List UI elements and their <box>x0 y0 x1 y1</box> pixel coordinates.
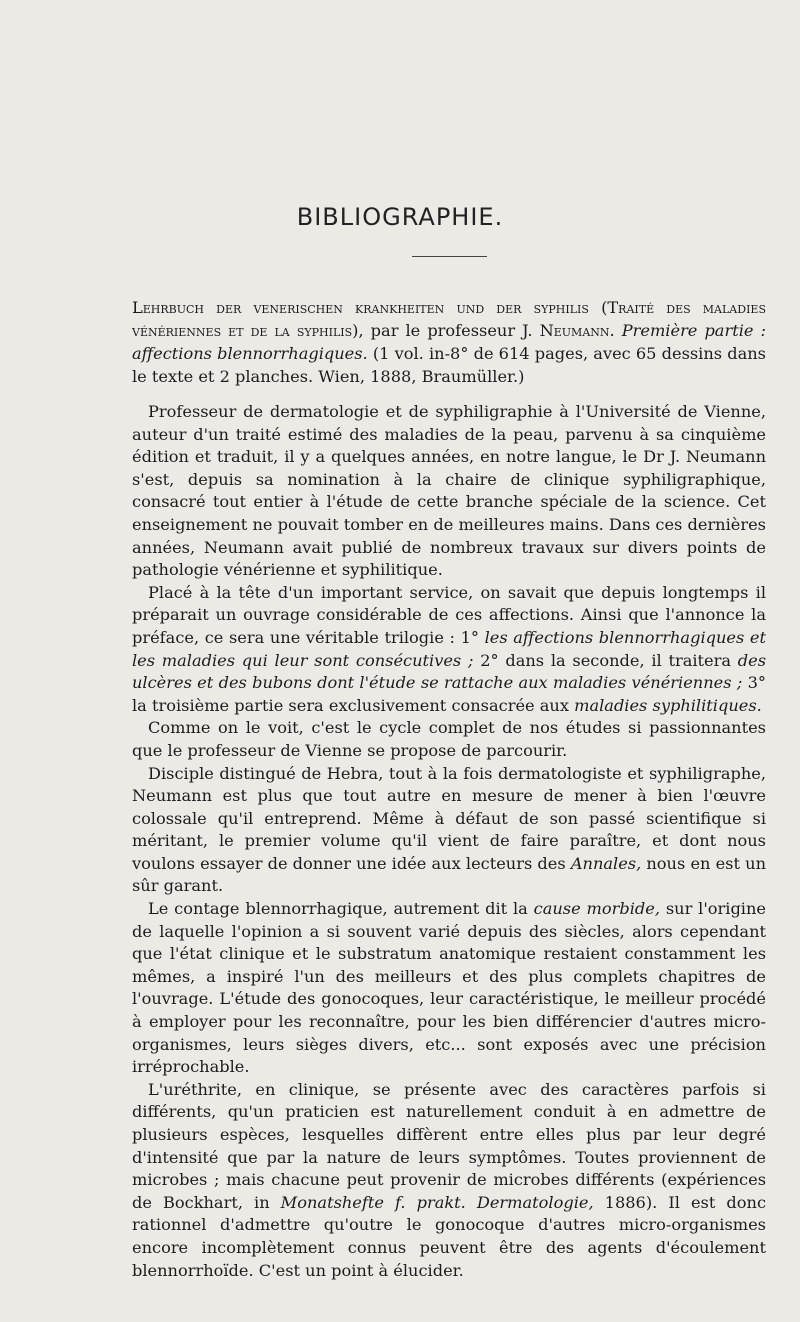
paragraph-4-italic-b: Annales, <box>570 853 642 873</box>
book-author: Neumann. <box>539 321 615 340</box>
paragraph-4-text-a: Disciple distingué de Hebra, tout à la fois dermatologiste et syphiligraphe, Neumann est plus que tout autre en mesure de mener à bien l'œuvre colossale qu'il entreprend. Même à défaut de son passé scientifique si méritant, le premier volume qu'il vient de faire paraître, et dont nous voulons essayer de donner une idée aux lecteurs des <box>132 763 766 873</box>
paragraph-2-text-c: 2° dans la seconde, il traitera <box>473 650 738 670</box>
review-body <box>132 401 766 1282</box>
paragraph-2-text-e: 3° la troisième partie sera exclusivement consacrée aux <box>132 673 766 715</box>
book-title: Lehrbuch der venerischen krankheiten und der syphilis <box>132 298 589 317</box>
paragraph-5-text-a: Le contage blennorrhagique, autrement dit la <box>148 899 534 919</box>
paragraph-5 <box>132 898 766 1079</box>
paragraph-1: Professeur de dermatologie et de syphiligraphie à l'Université de Vienne, auteur d'un traité estimé des maladies de la peau, parvenu à sa cinquième édition et traduit, il y a quelques années, en notre langue, le Dr J. Neumann s'est, depuis sa nomination à la chaire de clinique syphiligraphique, consacré tout entier à l'étude de cette branche spéciale de la science. Cet enseignement ne pouvait tomber en de meilleures mains. Dans ces dernières années, Neumann avait publié de nombreux travaux sur divers points de pathologie vénérienne et syphilitique. <box>132 402 766 580</box>
book-details: (1 vol. in-8° de 614 pages, avec 65 dessins dans le texte et 2 planches. Wien, 1888, Braumüller.) <box>132 344 766 386</box>
page-title: BIBLIOGRAPHIE. <box>296 203 504 231</box>
paragraph-6-text-c: 1886). Il est donc rationnel d'admettre qu'outre le gonocoque d'autres micro-organismes encore incomplètement connus peuvent être des agents d'écoulement blennorrhoïde. C'est un point à élucider. <box>132 1192 767 1280</box>
book-part: Première partie : affections blennorrhagiques. <box>132 321 766 363</box>
paragraph-2-italic-b: les affections blennorrhagiques et les maladies qui leur sont consécutives ; <box>132 627 766 670</box>
title-rule <box>412 256 487 257</box>
paragraph-2-text-a: Placé à la tête d'un important service, on savait que depuis longtemps il préparait un ouvrage considérable de ces affections. Ainsi que l'annonce la préface, ce sera une véritable trilogie : 1° <box>132 582 766 647</box>
paragraph-2-italic-d: des ulcères et des bubons dont l'étude se rattache aux maladies vénériennes ; <box>132 650 766 693</box>
paragraph-6 <box>132 1079 766 1282</box>
book-title-translation: (Traité des maladies vénériennes et de la syphilis) <box>132 298 766 340</box>
paragraph-4 <box>132 763 766 899</box>
paragraph-6-italic-b: Monatshefte f. prakt. Dermatologie, <box>280 1192 594 1212</box>
paragraph-2 <box>132 582 766 718</box>
paragraph-3: Comme on le voit, c'est le cycle complet de nos études si passionnantes que le professeur de Vienne se propose de parcourir. <box>132 718 766 760</box>
citation-by: , par le professeur J. <box>358 321 540 340</box>
paragraph-4-text-c: nous en est un sûr garant. <box>132 853 766 896</box>
paragraph-5-italic-b: cause morbide, <box>533 899 660 919</box>
book-citation <box>132 296 766 388</box>
paragraph-5-text-c: sur l'origine de laquelle l'opinion a si souvent varié depuis des siècles, alors cependant que l'état clinique et le substratum anatomique restaient constamment les mêmes, a inspiré l'un des meilleurs et des plus complets chapitres de l'ouvrage. L'étude des gonocoques, leur caractéristique, le meilleur procédé à employer pour les reconnaître, pour les bien différencier d'autres micro-organismes, leurs sièges divers, etc... sont exposés avec une précision irréprochable. <box>132 899 766 1077</box>
paragraph-2-italic-f: maladies syphilitiques. <box>574 695 762 715</box>
paragraph-6-text-a: L'uréthrite, en clinique, se présente avec des caractères parfois si différents, qu'un praticien est naturellement conduit à en admettre de plusieurs espèces, lesquelles diffèrent entre elles plus par leur degré d'intensité que par la nature de leurs symptômes. Toutes proviennent de microbes ; mais chacune peut provenir de microbes différents (expériences de Bockhart, in <box>132 1079 766 1212</box>
